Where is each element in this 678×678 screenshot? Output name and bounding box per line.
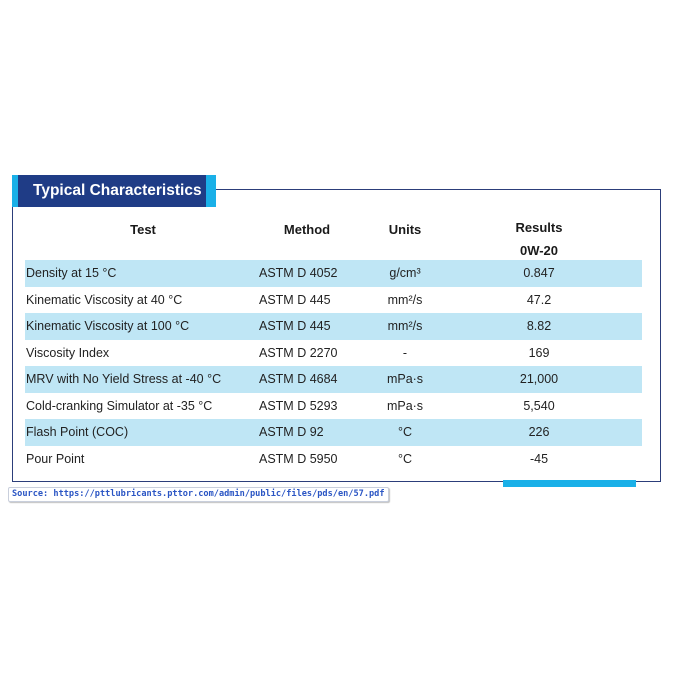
cell-units: mPa·s [386, 399, 424, 413]
cell-units: °C [397, 452, 413, 466]
cell-method: ASTM D 5293 [259, 399, 338, 413]
cell-units: mm²/s [387, 319, 423, 333]
cell-method: ASTM D 445 [259, 293, 331, 307]
table-row [25, 366, 642, 393]
header-results: Results [515, 220, 563, 235]
cell-units: mm²/s [387, 293, 423, 307]
table-row [25, 393, 642, 420]
header-grade: 0W-20 [519, 243, 559, 258]
cell-result: 8.82 [526, 319, 552, 333]
cell-result: 0.847 [523, 266, 555, 280]
cell-units: - [402, 346, 408, 360]
cell-units: g/cm³ [389, 266, 421, 280]
cell-method: ASTM D 5950 [259, 452, 338, 466]
header-test: Test [130, 222, 156, 237]
header-units: Units [388, 222, 422, 237]
table-row [25, 340, 642, 367]
table-row [25, 313, 642, 340]
cell-result: 169 [528, 346, 550, 360]
cell-test: Density at 15 °C [26, 266, 117, 280]
cell-method: ASTM D 2270 [259, 346, 338, 360]
cell-test: Pour Point [26, 452, 85, 466]
cell-test: Kinematic Viscosity at 100 °C [26, 319, 190, 333]
table-row [25, 446, 642, 473]
cell-units: °C [397, 425, 413, 439]
cell-method: ASTM D 92 [259, 425, 324, 439]
cell-result: 21,000 [519, 372, 559, 386]
header-method: Method [283, 222, 331, 237]
cell-test: MRV with No Yield Stress at -40 °C [26, 372, 222, 386]
accent-bar [503, 480, 636, 487]
cell-result: -45 [529, 452, 549, 466]
cell-result: 47.2 [526, 293, 552, 307]
cell-units: mPa·s [386, 372, 424, 386]
cell-result: 226 [528, 425, 550, 439]
title-tab [12, 175, 216, 207]
cell-method: ASTM D 445 [259, 319, 331, 333]
table-row [25, 260, 642, 287]
cell-result: 5,540 [523, 399, 555, 413]
cell-method: ASTM D 4052 [259, 266, 338, 280]
cell-test: Cold-cranking Simulator at -35 °C [26, 399, 213, 413]
cell-test: Flash Point (COC) [26, 425, 129, 439]
table-row [25, 287, 642, 314]
cell-test: Kinematic Viscosity at 40 °C [26, 293, 183, 307]
table-row [25, 419, 642, 446]
cell-method: ASTM D 4684 [259, 372, 338, 386]
source-link[interactable]: Source: https://pttlubricants.pttor.com/admin/public/files/pds/en/57.pdf [8, 487, 389, 502]
cell-test: Viscosity Index [26, 346, 110, 360]
section-title: Typical Characteristics [18, 175, 206, 207]
